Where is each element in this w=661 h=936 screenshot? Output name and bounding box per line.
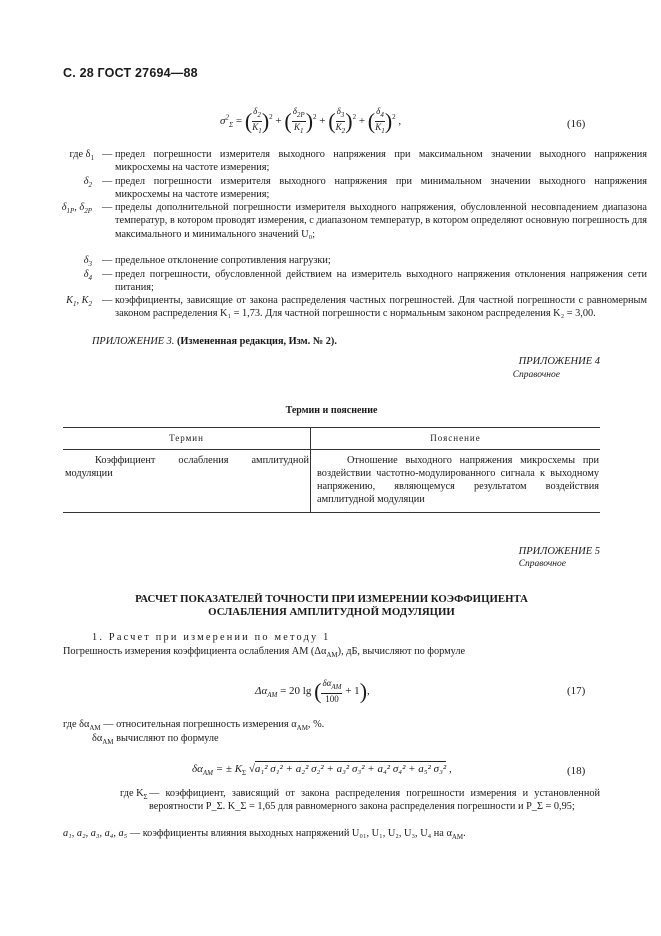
definition-a-coefficients: a₁, a₂, a₃, a₄, a₅ — коэффициенты влияния выходных напряжений U₀₁, U₁, U₂, U₃, U₄ на $\alpha_{АМ}$. [63,828,466,842]
definitions-16: где $\delta_1$ — предел погрешности измерителя выходного напряжения при максимальном значении выходного напряжения микросхемы на частоте измерения; $\delta_2$ — предел погрешности измерителя выходного напряжения при минимальном значении выходного напряжения микросхемы на частоте измерения; $\delta_{1P}$, $\delta_{2P}$ — пределы дополнительной погрешности измерителя выходного напряжения, обусловленной несовпадением диапазона температур, в котором проводят измерения, с диапазоном температур, в котором определяют основную погрешность для максимального и минимального значений U₀; $\delta_3$ — предельное отклонение сопротивления нагрузки; $\delta_4$ — предел погрешности, обусловленной действием на измеритель выходного напряжения отклонения напряжения сети питания; $K_1$, $K_2$ — коэффициенты, зависящие от закона распределения частных погрешностей. Для частной погрешности с равномерным законом распределения K₁ = 1,73. Для частной погрешности с нормальным законом распределения K₂ = 3,00. [61,149,647,320]
section-1-title: 1. Расчет при измерении по методу 1 [92,632,331,643]
appendix-5-subtitle: Справочное [518,559,566,569]
formula-16: $\sigma^2_\Sigma$ = ( $\frac{\delta_2}{K_1}$ )$^2$ + ( $\frac{\delta_{2P}}{K_1}$ )$^2$ + ( $\frac{\delta_3}{K_2}$ )$^2$ + ( $\frac{\delta_4}{K_1}$ )$^2$ , [220,106,402,135]
formula-16-term-2: $\frac{\delta_{2P}}{K_1}$ [292,106,305,135]
term-cell: Коэффициент ослабления амплитудной модуляции [63,450,311,513]
column-term: Термин [63,428,311,450]
page-header: С. 28 ГОСТ 27694—88 [63,66,198,80]
formula-16-term-3: $\frac{\delta_3}{K_2}$ [335,106,346,135]
formula-18: $\delta\alpha_{АМ}$ = ± $K_\Sigma$ √a₁² σ₁² + a₂² σ₂² + a₃² σ₃² + a₄² σ₄² + a₅² σ₃² , [192,763,452,778]
definition-k-sigma: где $K_\Sigma$ — коэффициент, зависящий от закона распределения погрешности измерения и установленной вероятности P_Σ. K_Σ = 1,65 для равномерного закона распределения погрешности и P_Σ = 0,95; [120,788,600,813]
appendix-5-title: ПРИЛОЖЕНИЕ 5 [518,546,600,557]
delta-alpha-calculation-note: $\delta\alpha_{АМ}$ вычисляют по формуле [92,733,219,747]
explanation-cell: Отношение выходного напряжения микросхемы при воздействии частотно-модулированного сигнала к выходному напряжению, являющемуся результатом воздействия амплитудной модуляции [311,450,601,513]
appendix-5-heading: РАСЧЕТ ПОКАЗАТЕЛЕЙ ТОЧНОСТИ ПРИ ИЗМЕРЕНИИ КОЭФФИЦИЕНТА ОСЛАБЛЕНИЯ АМПЛИТУДНОЙ МОДУЛЯЦИИ [135,593,528,618]
appendix-4-subtitle: Справочное [512,370,560,380]
table-row [63,450,600,513]
appendix-4-title: ПРИЛОЖЕНИЕ 4 [518,356,600,367]
formula-16-number: (16) [567,118,586,130]
column-explanation: Пояснение [311,428,601,450]
formula-16-term-1: $\frac{\delta_2}{K_1}$ [252,106,262,135]
appendix-3-note: ПРИЛОЖЕНИЕ 3. (Измененная редакция, Изм. № 2). [92,336,337,347]
appendix-4-table-title: Термин и пояснение [285,405,378,416]
section-1-intro: Погрешность измерения коэффициента ослабления АМ $(\Delta\alpha_{АМ})$, дБ, вычисляют по формуле [63,646,466,660]
definition-delta-alpha: где $\delta\alpha_{АМ}$ — относительная погрешность измерения $\alpha_{АМ}$, %. [63,719,325,733]
formula-18-number: (18) [567,765,586,777]
formula-16-term-4: $\frac{\delta_4}{K_1}$ [375,106,385,135]
terms-table [63,427,600,513]
formula-16-lhs: $\sigma^2_\Sigma$ [220,113,234,130]
formula-17: $\Delta\alpha_{АМ} = 20$ lg ( $\frac{\delta\alpha_{АМ}}{100}$ + 1), [255,678,370,704]
formula-17-number: (17) [567,685,586,697]
square-root-icon: √ [248,763,255,775]
